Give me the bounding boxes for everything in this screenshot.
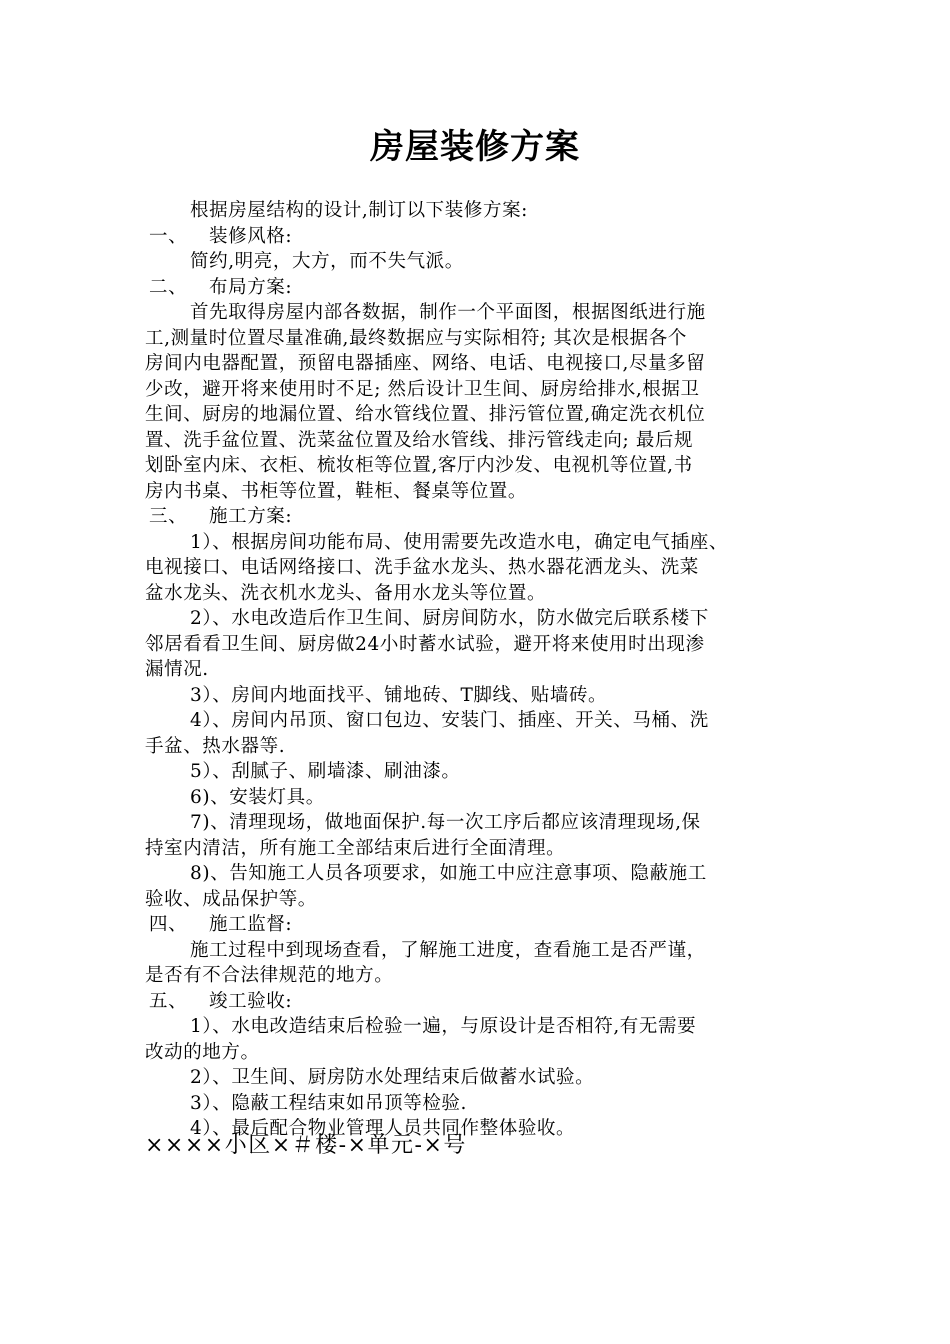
paragraph-line: 5）、刮腻子、刷墙漆、刷油漆。 [190, 761, 461, 782]
paragraph-line: 8)、告知施工人员各项要求，如施工中应注意事项、隐蔽施工 [190, 863, 707, 884]
paragraph [145, 861, 815, 912]
paragraph-line: 盆水龙头、洗衣机水龙头、备用水龙头等位置。 [145, 582, 547, 604]
paragraph [145, 249, 815, 275]
section-heading [145, 912, 815, 938]
section-number: 四、 [149, 914, 188, 935]
paragraph-line: 1）、根据房间功能布局、使用需要先改造水电，确定电气插座、 [190, 531, 728, 553]
section-number: 三、 [149, 506, 188, 527]
section-heading [145, 989, 815, 1015]
paragraph-line: 漏情况. [145, 659, 209, 680]
paragraph-line: 1）、水电改造结束后检验一遍，与原设计是否相符,有无需要 [190, 1016, 697, 1037]
paragraph-line: 4）、最后配合物业管理人员共同作整体验收。 [190, 1118, 576, 1139]
paragraph-line: 邻居看看卫生间、厨房做24小时蓄水试验，避开将来使用时出现渗 [145, 633, 705, 655]
paragraph [145, 1014, 815, 1065]
paragraph-line: 工,测量时位置尽量准确,最终数据应与实际相符; 其次是根据各个 [145, 327, 687, 349]
paragraph-line: 少改，避开将来使用时不足; 然后设计卫生间、厨房给排水,根据卫 [145, 378, 700, 400]
paragraph [145, 785, 815, 811]
section-heading-text: 竣工验收: [209, 990, 293, 1012]
paragraph-line: 6)、安装灯具。 [190, 786, 325, 808]
sections-container [145, 224, 815, 1142]
section-heading [145, 224, 815, 250]
intro-paragraph: 根据房屋结构的设计,制订以下装修方案: [190, 200, 529, 221]
paragraph [145, 759, 815, 785]
section-heading-text: 施工方案: [209, 506, 293, 527]
paragraph [145, 1091, 815, 1117]
paragraph-line: 验收、成品保护等。 [145, 888, 317, 910]
paragraph-line: 首先取得房屋内部各数据，制作一个平面图，根据图纸进行施 [190, 302, 706, 323]
section-heading-text: 施工监督: [209, 914, 293, 935]
paragraph-line: 房间内电器配置，预留电器插座、网络、电话、电视接口,尽量多留 [145, 353, 706, 374]
paragraph-line: 划卧室内床、衣柜、梳妆柜等位置,客厅内沙发、电视机等位置,书 [145, 455, 693, 476]
paragraph [145, 530, 815, 607]
paragraph [145, 1065, 815, 1091]
section-heading-text: 布局方案: [209, 276, 293, 298]
paragraph-line: 置、洗手盆位置、洗菜盆位置及给水管线、排污管线走向; 最后规 [145, 429, 694, 451]
paragraph-line: 3）、隐蔽工程结束如吊顶等检验. [190, 1092, 468, 1114]
paragraph-line: 2）、卫生间、厨房防水处理结束后做蓄水试验。 [190, 1067, 595, 1088]
paragraph-line: 2）、水电改造后作卫生间、厨房间防水，防水做完后联系楼下 [190, 608, 709, 629]
document-body [145, 198, 815, 1142]
paragraph-line: 手盆、热水器等. [145, 735, 286, 757]
paragraph [145, 810, 815, 861]
section-heading [145, 504, 815, 530]
section-number: 五、 [149, 990, 188, 1012]
paragraph-line: 简约,明亮，大方，而不失气派。 [190, 251, 464, 272]
section-number: 一、 [149, 225, 188, 247]
paragraph-line: 是否有不合法律规范的地方。 [145, 965, 394, 986]
paragraph [145, 606, 815, 683]
paragraph-line: 生间、厨房的地漏位置、给水管线位置、排污管位置,确定洗衣机位 [145, 404, 706, 425]
address-line: ××××小区×＃楼-×单元-×号 [145, 1133, 467, 1158]
paragraph [145, 708, 815, 759]
paragraph-line: 3）、房间内地面找平、铺地砖、T脚线、贴墙砖。 [190, 684, 608, 706]
paragraph [145, 683, 815, 709]
section-heading [145, 275, 815, 301]
paragraph-line: 改动的地方。 [145, 1041, 260, 1063]
section-number: 二、 [149, 276, 188, 298]
paragraph-line: 房内书桌、书柜等位置，鞋柜、餐桌等位置。 [145, 480, 528, 502]
paragraph-line: 持室内清洁，所有施工全部结束后进行全面清理。 [145, 837, 566, 859]
paragraph-line: 电视接口、电话网络接口、洗手盆水龙头、热水器花洒龙头、洗菜 [145, 557, 699, 578]
section-heading-text: 装修风格: [209, 225, 293, 247]
paragraph-line: 施工过程中到现场查看，了解施工进度，查看施工是否严谨， [190, 939, 706, 961]
paragraph-line: 4）、房间内吊顶、窗口包边、安装门、插座、开关、马桶、洗 [190, 710, 709, 731]
paragraph [145, 938, 815, 989]
paragraph-line: 7)、清理现场，做地面保护.每一次工序后都应该清理现场,保 [190, 812, 701, 833]
paragraph [145, 300, 815, 504]
document-title: 房屋装修方案 [370, 127, 580, 167]
